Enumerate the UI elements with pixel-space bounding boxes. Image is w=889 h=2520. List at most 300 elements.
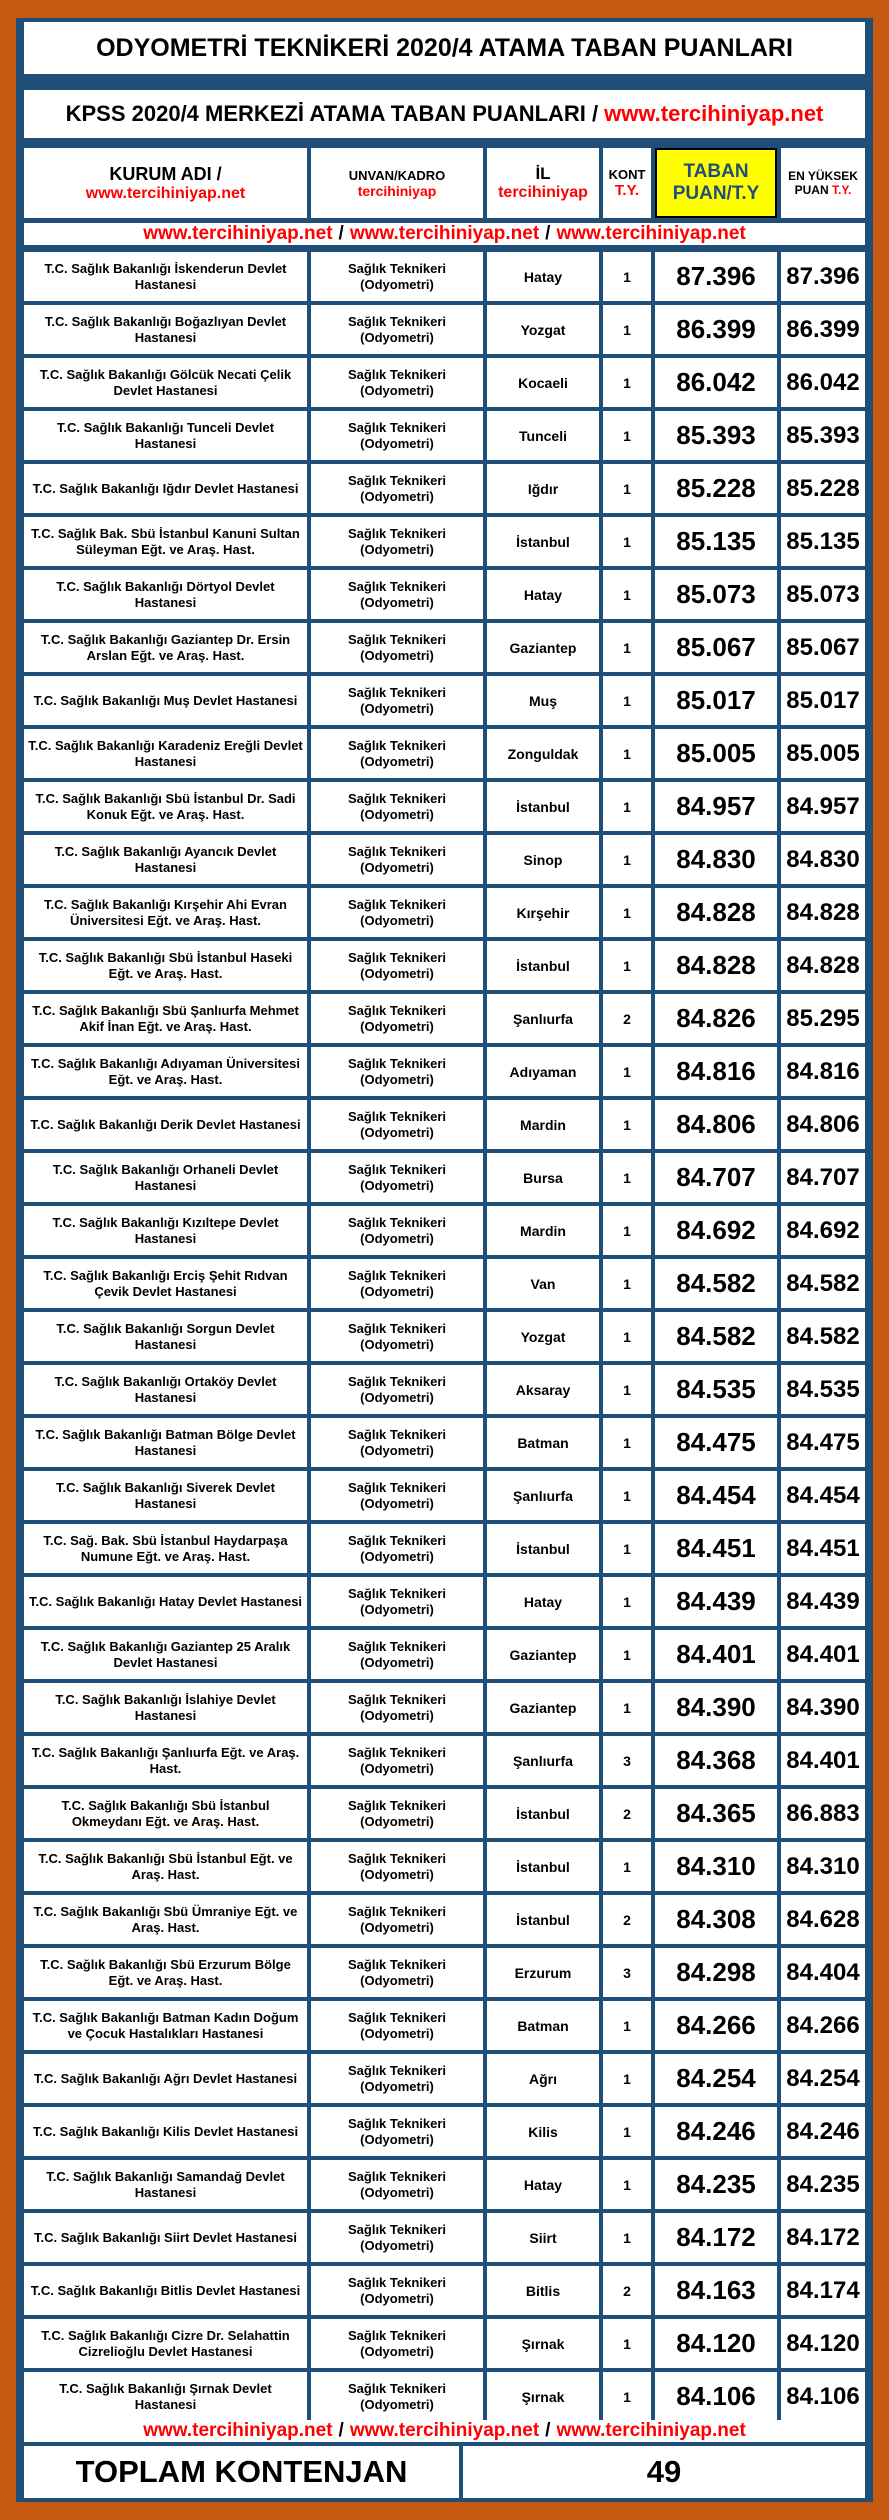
table-row [24, 621, 865, 674]
row-city: Şırnak [487, 2319, 599, 2368]
total-label: TOPLAM KONTENJAN [24, 2446, 459, 2498]
row-position: Sağlık Teknikeri (Odyometri) [311, 1524, 483, 1573]
row-quota: 1 [603, 782, 651, 831]
row-city: Hatay [487, 1577, 599, 1626]
table-row [24, 1734, 865, 1787]
row-quota: 3 [603, 1948, 651, 1997]
row-quota: 1 [603, 305, 651, 354]
table-row [24, 1469, 865, 1522]
table-row [24, 1628, 865, 1681]
row-institution: T.C. Sağlık Bakanlığı Sbü Ümraniye Eğt. ve Araş. Hast. [24, 1895, 307, 1944]
results-table [24, 250, 865, 2423]
row-city: İstanbul [487, 1789, 599, 1838]
banner-link[interactable]: www.tercihiniyap.net [143, 223, 333, 244]
row-max-score: 84.816 [781, 1047, 865, 1096]
table-row [24, 1840, 865, 1893]
row-institution: T.C. Sağlık Bakanlığı Adıyaman Üniversitesi Eğt. ve Araş. Hast. [24, 1047, 307, 1096]
row-city: Şanlıurfa [487, 994, 599, 1043]
row-position: Sağlık Teknikeri (Odyometri) [311, 1153, 483, 1202]
site-banner-top [24, 223, 865, 245]
row-max-score: 84.246 [781, 2107, 865, 2156]
row-base-score: 84.310 [655, 1842, 777, 1891]
banner-link[interactable]: www.tercihiniyap.net [349, 2420, 540, 2441]
row-base-score: 84.828 [655, 888, 777, 937]
row-base-score: 84.120 [655, 2319, 777, 2368]
header-kont-label: KONT [608, 167, 646, 182]
table-row [24, 1416, 865, 1469]
row-base-score: 84.106 [655, 2372, 777, 2421]
row-max-score: 84.475 [781, 1418, 865, 1467]
row-position: Sağlık Teknikeri (Odyometri) [311, 1842, 483, 1891]
row-base-score: 84.365 [655, 1789, 777, 1838]
row-quota: 1 [603, 1630, 651, 1679]
row-quota: 1 [603, 623, 651, 672]
row-city: Bitlis [487, 2266, 599, 2315]
row-max-score: 84.582 [781, 1259, 865, 1308]
row-city: Şırnak [487, 2372, 599, 2421]
row-institution: T.C. Sağlık Bakanlığı Kırşehir Ahi Evran Üniversitesi Eğt. ve Araş. Hast. [24, 888, 307, 937]
row-base-score: 84.826 [655, 994, 777, 1043]
table-row [24, 356, 865, 409]
row-city: Aksaray [487, 1365, 599, 1414]
banner-sep: / [545, 2420, 551, 2441]
row-institution: T.C. Sağlık Bakanlığı Muş Devlet Hastanesi [24, 676, 307, 725]
row-position: Sağlık Teknikeri (Odyometri) [311, 1948, 483, 1997]
row-position: Sağlık Teknikeri (Odyometri) [311, 1100, 483, 1149]
row-max-score: 84.828 [781, 941, 865, 990]
row-base-score: 84.390 [655, 1683, 777, 1732]
subtitle [24, 90, 865, 138]
row-institution: T.C. Sağlık Bakanlığı Samandağ Devlet Hastanesi [24, 2160, 307, 2209]
row-institution: T.C. Sağlık Bakanlığı Orhaneli Devlet Hastanesi [24, 1153, 307, 1202]
header-taban [655, 148, 777, 218]
row-position: Sağlık Teknikeri (Odyometri) [311, 464, 483, 513]
total-value: 49 [463, 2446, 865, 2498]
table-row [24, 1893, 865, 1946]
site-banner-bottom [24, 2420, 865, 2442]
table-row [24, 727, 865, 780]
row-institution: T.C. Sağlık Bakanlığı Erciş Şehit Rıdvan Çevik Devlet Hastanesi [24, 1259, 307, 1308]
row-max-score: 84.174 [781, 2266, 865, 2315]
row-max-score: 84.404 [781, 1948, 865, 1997]
row-quota: 1 [603, 2160, 651, 2209]
row-institution: T.C. Sağlık Bakanlığı Gaziantep Dr. Ersin Arslan Eğt. ve Araş. Hast. [24, 623, 307, 672]
row-base-score: 85.005 [655, 729, 777, 778]
row-max-score: 84.172 [781, 2213, 865, 2262]
row-max-score: 85.228 [781, 464, 865, 513]
row-quota: 1 [603, 517, 651, 566]
row-base-score: 84.692 [655, 1206, 777, 1255]
row-position: Sağlık Teknikeri (Odyometri) [311, 623, 483, 672]
row-institution: T.C. Sağlık Bakanlığı Şanlıurfa Eğt. ve Araş. Hast. [24, 1736, 307, 1785]
row-max-score: 86.883 [781, 1789, 865, 1838]
row-city: Batman [487, 1418, 599, 1467]
row-max-score: 85.393 [781, 411, 865, 460]
row-max-score: 84.106 [781, 2372, 865, 2421]
table-row [24, 1098, 865, 1151]
row-base-score: 84.475 [655, 1418, 777, 1467]
table-row [24, 1257, 865, 1310]
row-max-score: 84.439 [781, 1577, 865, 1626]
row-institution: T.C. Sağlık Bakanlığı İslahiye Devlet Hastanesi [24, 1683, 307, 1732]
row-quota: 2 [603, 1789, 651, 1838]
row-quota: 1 [603, 1312, 651, 1361]
table-row [24, 1045, 865, 1098]
row-quota: 2 [603, 994, 651, 1043]
row-quota: 1 [603, 2372, 651, 2421]
row-quota: 1 [603, 676, 651, 725]
row-quota: 1 [603, 1259, 651, 1308]
row-base-score: 84.246 [655, 2107, 777, 2156]
row-quota: 1 [603, 2213, 651, 2262]
row-city: İstanbul [487, 1895, 599, 1944]
row-city: Tunceli [487, 411, 599, 460]
page-title: ODYOMETRİ TEKNİKERİ 2020/4 ATAMA TABAN PUANLARI [24, 22, 865, 74]
table-row [24, 1363, 865, 1416]
row-max-score: 84.401 [781, 1630, 865, 1679]
row-institution: T.C. Sağlık Bakanlığı Batman Bölge Devlet Hastanesi [24, 1418, 307, 1467]
row-base-score: 84.266 [655, 2001, 777, 2050]
table-row [24, 992, 865, 1045]
table-row [24, 2317, 865, 2370]
row-city: Hatay [487, 2160, 599, 2209]
row-city: Hatay [487, 570, 599, 619]
row-base-score: 84.308 [655, 1895, 777, 1944]
row-institution: T.C. Sağlık Bakanlığı Iğdır Devlet Hastanesi [24, 464, 307, 513]
row-city: Zonguldak [487, 729, 599, 778]
row-max-score: 84.451 [781, 1524, 865, 1573]
header-il-site: tercihiniyap [498, 184, 588, 201]
row-quota: 1 [603, 2054, 651, 2103]
row-institution: T.C. Sağlık Bakanlığı Sbü Şanlıurfa Mehmet Akif İnan Eğt. ve Araş. Hast. [24, 994, 307, 1043]
row-max-score: 84.707 [781, 1153, 865, 1202]
row-position: Sağlık Teknikeri (Odyometri) [311, 2319, 483, 2368]
row-position: Sağlık Teknikeri (Odyometri) [311, 888, 483, 937]
row-max-score: 85.005 [781, 729, 865, 778]
table-row [24, 462, 865, 515]
row-max-score: 85.067 [781, 623, 865, 672]
table-row [24, 833, 865, 886]
row-institution: T.C. Sağlık Bakanlığı Kızıltepe Devlet Hastanesi [24, 1206, 307, 1255]
banner-sep: / [545, 223, 551, 244]
table-row [24, 2211, 865, 2264]
row-max-score: 87.396 [781, 252, 865, 301]
row-base-score: 84.163 [655, 2266, 777, 2315]
row-city: Gaziantep [487, 623, 599, 672]
row-max-score: 84.235 [781, 2160, 865, 2209]
row-position: Sağlık Teknikeri (Odyometri) [311, 305, 483, 354]
row-institution: T.C. Sağlık Bakanlığı Cizre Dr. Selahattin Cizrelioğlu Devlet Hastanesi [24, 2319, 307, 2368]
row-quota: 1 [603, 888, 651, 937]
row-quota: 1 [603, 1842, 651, 1891]
row-position: Sağlık Teknikeri (Odyometri) [311, 2107, 483, 2156]
table-row [24, 250, 865, 303]
row-quota: 1 [603, 358, 651, 407]
row-quota: 1 [603, 1683, 651, 1732]
row-institution: T.C. Sağlık Bakanlığı İskenderun Devlet Hastanesi [24, 252, 307, 301]
row-quota: 1 [603, 835, 651, 884]
row-position: Sağlık Teknikeri (Odyometri) [311, 517, 483, 566]
row-max-score: 84.628 [781, 1895, 865, 1944]
table-row [24, 2264, 865, 2317]
row-city: Yozgat [487, 305, 599, 354]
row-position: Sağlık Teknikeri (Odyometri) [311, 676, 483, 725]
table-row [24, 1310, 865, 1363]
row-city: Sinop [487, 835, 599, 884]
row-city: Siirt [487, 2213, 599, 2262]
table-row [24, 2370, 865, 2423]
row-quota: 3 [603, 1736, 651, 1785]
row-quota: 2 [603, 2266, 651, 2315]
row-institution: T.C. Sağlık Bakanlığı Boğazlıyan Devlet Hastanesi [24, 305, 307, 354]
table-row [24, 1999, 865, 2052]
row-institution: T.C. Sağlık Bakanlığı Kilis Devlet Hastanesi [24, 2107, 307, 2156]
row-position: Sağlık Teknikeri (Odyometri) [311, 782, 483, 831]
row-max-score: 84.120 [781, 2319, 865, 2368]
header-il [487, 148, 599, 218]
row-max-score: 84.582 [781, 1312, 865, 1361]
row-institution: T.C. Sağlık Bakanlığı Tunceli Devlet Hastanesi [24, 411, 307, 460]
row-city: Bursa [487, 1153, 599, 1202]
table-row [24, 1787, 865, 1840]
row-institution: T.C. Sağlık Bakanlığı Sbü İstanbul Okmeydanı Eğt. ve Araş. Hast. [24, 1789, 307, 1838]
subtitle-text: KPSS 2020/4 MERKEZİ ATAMA TABAN PUANLARI / [65, 101, 599, 126]
header-unvan-label: UNVAN/KADRO [348, 167, 446, 183]
row-position: Sağlık Teknikeri (Odyometri) [311, 1312, 483, 1361]
row-institution: T.C. Sağ. Bak. Sbü İstanbul Haydarpaşa Numune Eğt. ve Araş. Hast. [24, 1524, 307, 1573]
row-city: Hatay [487, 252, 599, 301]
row-institution: T.C. Sağlık Bakanlığı Gölcük Necati Çelik Devlet Hastanesi [24, 358, 307, 407]
row-max-score: 85.135 [781, 517, 865, 566]
row-max-score: 84.390 [781, 1683, 865, 1732]
row-quota: 1 [603, 1524, 651, 1573]
table-row [24, 1204, 865, 1257]
row-base-score: 84.454 [655, 1471, 777, 1520]
row-position: Sağlık Teknikeri (Odyometri) [311, 1047, 483, 1096]
row-position: Sağlık Teknikeri (Odyometri) [311, 994, 483, 1043]
row-institution: T.C. Sağlık Bakanlığı Bitlis Devlet Hastanesi [24, 2266, 307, 2315]
row-city: Erzurum [487, 1948, 599, 1997]
table-row [24, 939, 865, 992]
table-row [24, 568, 865, 621]
row-base-score: 85.228 [655, 464, 777, 513]
row-city: Yozgat [487, 1312, 599, 1361]
row-position: Sağlık Teknikeri (Odyometri) [311, 570, 483, 619]
header-kurum [24, 148, 307, 218]
row-position: Sağlık Teknikeri (Odyometri) [311, 1736, 483, 1785]
row-max-score: 84.401 [781, 1736, 865, 1785]
row-institution: T.C. Sağlık Bakanlığı Ortaköy Devlet Hastanesi [24, 1365, 307, 1414]
row-quota: 1 [603, 570, 651, 619]
row-quota: 1 [603, 1418, 651, 1467]
row-quota: 1 [603, 1365, 651, 1414]
row-city: İstanbul [487, 1842, 599, 1891]
row-city: Batman [487, 2001, 599, 2050]
row-quota: 1 [603, 941, 651, 990]
row-position: Sağlık Teknikeri (Odyometri) [311, 1630, 483, 1679]
banner-link[interactable]: www.tercihiniyap.net [556, 223, 746, 244]
row-city: İstanbul [487, 517, 599, 566]
header-taban-label: TABAN [683, 161, 749, 182]
row-base-score: 84.828 [655, 941, 777, 990]
row-quota: 1 [603, 2319, 651, 2368]
table-row [24, 674, 865, 727]
row-quota: 1 [603, 729, 651, 778]
banner-link[interactable]: www.tercihiniyap.net [556, 2420, 746, 2441]
row-base-score: 84.439 [655, 1577, 777, 1626]
row-institution: T.C. Sağlık Bakanlığı Sbü İstanbul Haseki Eğt. ve Araş. Hast. [24, 941, 307, 990]
row-city: Kırşehir [487, 888, 599, 937]
table-row [24, 303, 865, 356]
row-quota: 1 [603, 2107, 651, 2156]
header-max [781, 148, 865, 218]
row-base-score: 84.806 [655, 1100, 777, 1149]
table-row [24, 1946, 865, 1999]
row-base-score: 85.067 [655, 623, 777, 672]
row-base-score: 84.401 [655, 1630, 777, 1679]
row-position: Sağlık Teknikeri (Odyometri) [311, 1365, 483, 1414]
header-max-sub [795, 183, 852, 197]
row-institution: T.C. Sağlık Bakanlığı Karadeniz Ereğli Devlet Hastanesi [24, 729, 307, 778]
row-max-score: 84.830 [781, 835, 865, 884]
row-institution: T.C. Sağlık Bakanlığı Dörtyol Devlet Hastanesi [24, 570, 307, 619]
row-position: Sağlık Teknikeri (Odyometri) [311, 1683, 483, 1732]
row-base-score: 84.707 [655, 1153, 777, 1202]
row-position: Sağlık Teknikeri (Odyometri) [311, 2054, 483, 2103]
row-quota: 1 [603, 1047, 651, 1096]
row-position: Sağlık Teknikeri (Odyometri) [311, 358, 483, 407]
row-max-score: 85.017 [781, 676, 865, 725]
row-base-score: 84.535 [655, 1365, 777, 1414]
row-institution: T.C. Sağlık Bakanlığı Siirt Devlet Hastanesi [24, 2213, 307, 2262]
header-unvan [311, 148, 483, 218]
row-institution: T.C. Sağlık Bakanlığı Sbü İstanbul Dr. Sadi Konuk Eğt. ve Araş. Hast. [24, 782, 307, 831]
row-base-score: 84.816 [655, 1047, 777, 1096]
row-institution: T.C. Sağlık Bakanlığı Ayancık Devlet Hastanesi [24, 835, 307, 884]
banner-link[interactable]: www.tercihiniyap.net [349, 223, 540, 244]
row-base-score: 84.582 [655, 1259, 777, 1308]
banner-sep: / [338, 2420, 344, 2441]
header-max-ty: T.Y. [832, 183, 852, 197]
row-position: Sağlık Teknikeri (Odyometri) [311, 2266, 483, 2315]
row-base-score: 85.017 [655, 676, 777, 725]
row-city: Gaziantep [487, 1630, 599, 1679]
row-max-score: 84.828 [781, 888, 865, 937]
row-institution: T.C. Sağlık Bakanlığı Sbü Erzurum Bölge Eğt. ve Araş. Hast. [24, 1948, 307, 1997]
row-base-score: 84.298 [655, 1948, 777, 1997]
row-position: Sağlık Teknikeri (Odyometri) [311, 2213, 483, 2262]
row-institution: T.C. Sağlık Bakanlığı Ağrı Devlet Hastanesi [24, 2054, 307, 2103]
row-base-score: 84.368 [655, 1736, 777, 1785]
row-max-score: 84.454 [781, 1471, 865, 1520]
table-row [24, 886, 865, 939]
row-position: Sağlık Teknikeri (Odyometri) [311, 411, 483, 460]
table-row [24, 1522, 865, 1575]
row-city: Şanlıurfa [487, 1736, 599, 1785]
row-city: Şanlıurfa [487, 1471, 599, 1520]
row-position: Sağlık Teknikeri (Odyometri) [311, 835, 483, 884]
row-position: Sağlık Teknikeri (Odyometri) [311, 1259, 483, 1308]
row-institution: T.C. Sağlık Bakanlığı Sbü İstanbul Eğt. ve Araş. Hast. [24, 1842, 307, 1891]
header-kurum-site[interactable]: www.tercihiniyap.net [85, 184, 246, 202]
row-base-score: 84.254 [655, 2054, 777, 2103]
row-quota: 1 [603, 252, 651, 301]
row-max-score: 84.806 [781, 1100, 865, 1149]
row-max-score: 85.073 [781, 570, 865, 619]
row-position: Sağlık Teknikeri (Odyometri) [311, 2160, 483, 2209]
row-city: Kocaeli [487, 358, 599, 407]
header-max-label: EN YÜKSEK [788, 169, 858, 183]
row-max-score: 84.310 [781, 1842, 865, 1891]
row-max-score: 84.254 [781, 2054, 865, 2103]
row-quota: 1 [603, 1100, 651, 1149]
row-institution: T.C. Sağlık Bakanlığı Hatay Devlet Hastanesi [24, 1577, 307, 1626]
row-base-score: 84.957 [655, 782, 777, 831]
header-kont-ty: T.Y. [614, 182, 640, 199]
header-taban-sub: PUAN/T.Y [672, 183, 760, 204]
row-position: Sağlık Teknikeri (Odyometri) [311, 1895, 483, 1944]
row-quota: 2 [603, 1895, 651, 1944]
table-row [24, 2052, 865, 2105]
row-max-score: 86.042 [781, 358, 865, 407]
row-position: Sağlık Teknikeri (Odyometri) [311, 729, 483, 778]
row-city: Muş [487, 676, 599, 725]
row-base-score: 87.396 [655, 252, 777, 301]
row-quota: 1 [603, 1471, 651, 1520]
row-institution: T.C. Sağlık Bakanlığı Siverek Devlet Hastanesi [24, 1471, 307, 1520]
row-base-score: 86.042 [655, 358, 777, 407]
row-position: Sağlık Teknikeri (Odyometri) [311, 1577, 483, 1626]
table-row [24, 1575, 865, 1628]
row-position: Sağlık Teknikeri (Odyometri) [311, 941, 483, 990]
row-position: Sağlık Teknikeri (Odyometri) [311, 2001, 483, 2050]
row-city: Kilis [487, 2107, 599, 2156]
row-base-score: 84.172 [655, 2213, 777, 2262]
row-position: Sağlık Teknikeri (Odyometri) [311, 1789, 483, 1838]
row-city: Mardin [487, 1206, 599, 1255]
table-row [24, 1681, 865, 1734]
row-position: Sağlık Teknikeri (Odyometri) [311, 1418, 483, 1467]
banner-sep: / [338, 223, 344, 244]
header-kont [603, 148, 651, 218]
row-base-score: 84.235 [655, 2160, 777, 2209]
row-institution: T.C. Sağlık Bakanlığı Derik Devlet Hastanesi [24, 1100, 307, 1149]
row-institution: T.C. Sağlık Bakanlığı Gaziantep 25 Aralık Devlet Hastanesi [24, 1630, 307, 1679]
row-quota: 1 [603, 1153, 651, 1202]
table-row [24, 2158, 865, 2211]
header-unvan-site: tercihiniyap [357, 182, 437, 199]
row-institution: T.C. Sağlık Bakanlığı Batman Kadın Doğum ve Çocuk Hastalıkları Hastanesi [24, 2001, 307, 2050]
row-position: Sağlık Teknikeri (Odyometri) [311, 1471, 483, 1520]
row-base-score: 86.399 [655, 305, 777, 354]
header-il-label: İL [535, 164, 551, 183]
subtitle-site-link[interactable]: www.tercihiniyap.net [604, 101, 824, 126]
row-city: İstanbul [487, 782, 599, 831]
row-institution: T.C. Sağlık Bakanlığı Şırnak Devlet Hastanesi [24, 2372, 307, 2421]
row-max-score: 84.692 [781, 1206, 865, 1255]
row-city: Adıyaman [487, 1047, 599, 1096]
row-institution: T.C. Sağlık Bak. Sbü İstanbul Kanuni Sultan Süleyman Eğt. ve Araş. Hast. [24, 517, 307, 566]
row-quota: 1 [603, 464, 651, 513]
row-city: İstanbul [487, 1524, 599, 1573]
row-city: Gaziantep [487, 1683, 599, 1732]
banner-link[interactable]: www.tercihiniyap.net [143, 2420, 333, 2441]
row-max-score: 84.266 [781, 2001, 865, 2050]
row-institution: T.C. Sağlık Bakanlığı Sorgun Devlet Hastanesi [24, 1312, 307, 1361]
row-position: Sağlık Teknikeri (Odyometri) [311, 2372, 483, 2421]
row-max-score: 84.957 [781, 782, 865, 831]
row-max-score: 84.535 [781, 1365, 865, 1414]
